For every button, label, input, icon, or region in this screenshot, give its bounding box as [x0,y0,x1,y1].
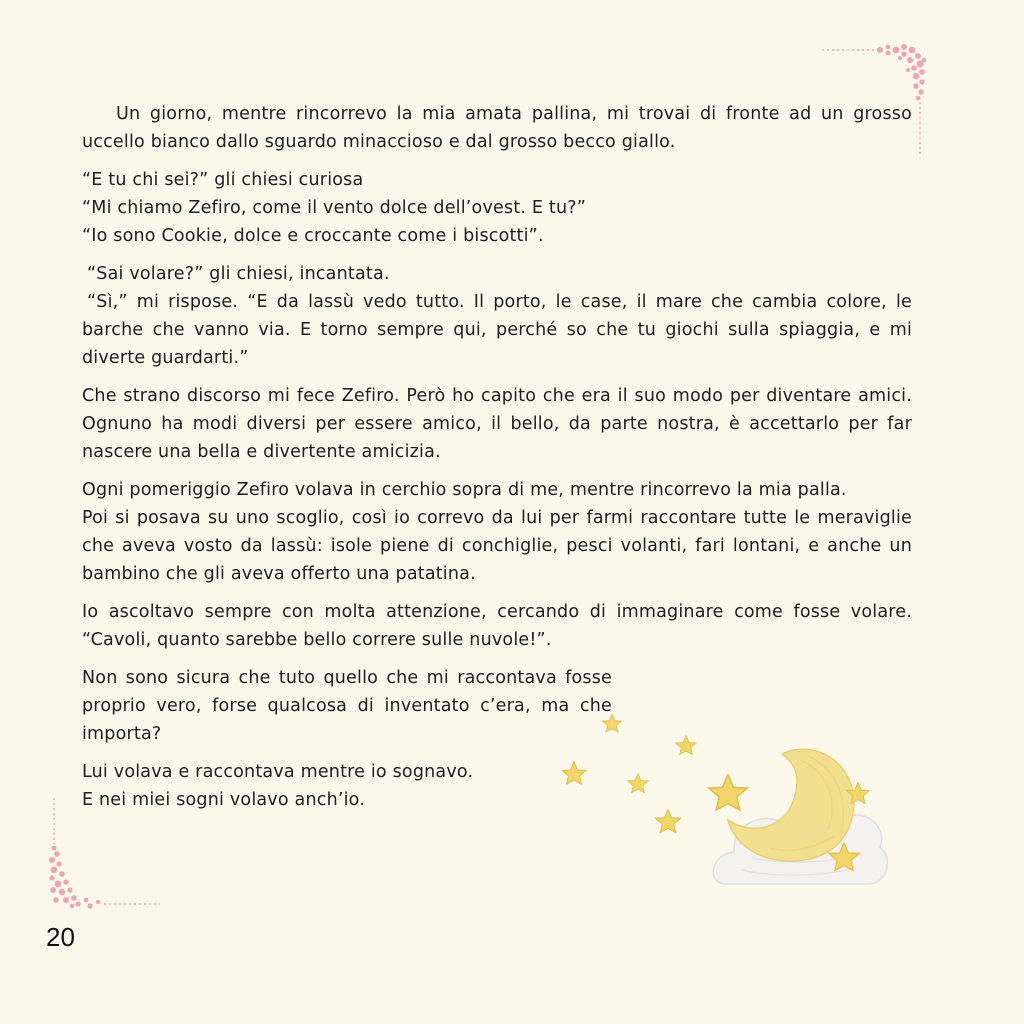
paragraph-3 [82,260,912,372]
star-icon [655,809,680,832]
text-line: Poi si posava su uno scoglio, così io correvo da lui per farmi raccontare tutte le meraviglie che aveva vosto da lassù: isole piene di conchiglie, pesci volanti, fari lontani, e anche un bambino che gli aveva offerto una patatina. [82,508,912,584]
paragraph-4 [82,382,912,466]
text-line: Che strano discorso mi fece Zefiro. Però ho capito che era il suo modo per diventare amici. Ognuno ha modi diversi per essere amico, il bello, da parte nostra, è accettarlo per far nascere una bella e divertente amicizia. [82,386,912,462]
text-line: E nei miei sogni volavo anch’io. [82,790,366,810]
text-line: “Io sono Cookie, dolce e croccante come i biscotti”. [82,226,544,246]
text-line: “Sai volare?” gli chiesi, incantata. [87,264,390,284]
text-line: Non sono sicura che tuto quello che mi raccontava fosse proprio vero, forse qualcosa di inventato c’era, ma che importa? [82,668,612,744]
text-line: Un giorno, mentre rincorrevo la mia amata pallina, mi trovai di fronte ad un grosso uccello bianco dallo sguardo minaccioso e dal grosso becco giallo. [82,104,912,152]
star-icon [562,762,586,784]
text-line: “Mi chiamo Zefiro, come il vento dolce dell’ovest. E tu?” [82,198,587,218]
text-line: Lui volava e raccontava mentre io sognavo. [82,762,474,782]
paragraph-1 [82,100,912,156]
star-icon [676,736,696,755]
text-line: Io ascoltavo sempre con molta attenzione, cercando di immaginare come fosse volare. “Cavoli, quanto sarebbe bello correre sulle nuvole!”. [82,602,912,650]
night-sky-illustration [556,708,888,892]
paw-corner-ornament-icon [818,42,930,160]
star-icon [602,714,621,732]
paw-corner-ornament-icon [44,796,162,910]
paragraph-2 [82,166,912,250]
paragraph-5 [82,476,912,588]
moon-icon [728,749,854,861]
text-line: “E tu chi sei?” gli chiesi curiosa [82,170,364,190]
page-number: 20 [46,922,75,952]
star-icon [628,774,648,793]
star-icon [709,775,747,810]
text-line: “Sì,” mi rispose. “E da lassù vedo tutto. Il porto, le case, il mare che cambia colore, le barche che vanno via. E torno sempre qui, perché so che tu giochi sulla spiaggia, e mi diverte guardarti.” [82,292,912,368]
paragraph-6 [82,598,912,654]
text-line: Ogni pomeriggio Zefiro volava in cerchio sopra di me, mentre rincorrevo la mia palla. [82,480,847,500]
